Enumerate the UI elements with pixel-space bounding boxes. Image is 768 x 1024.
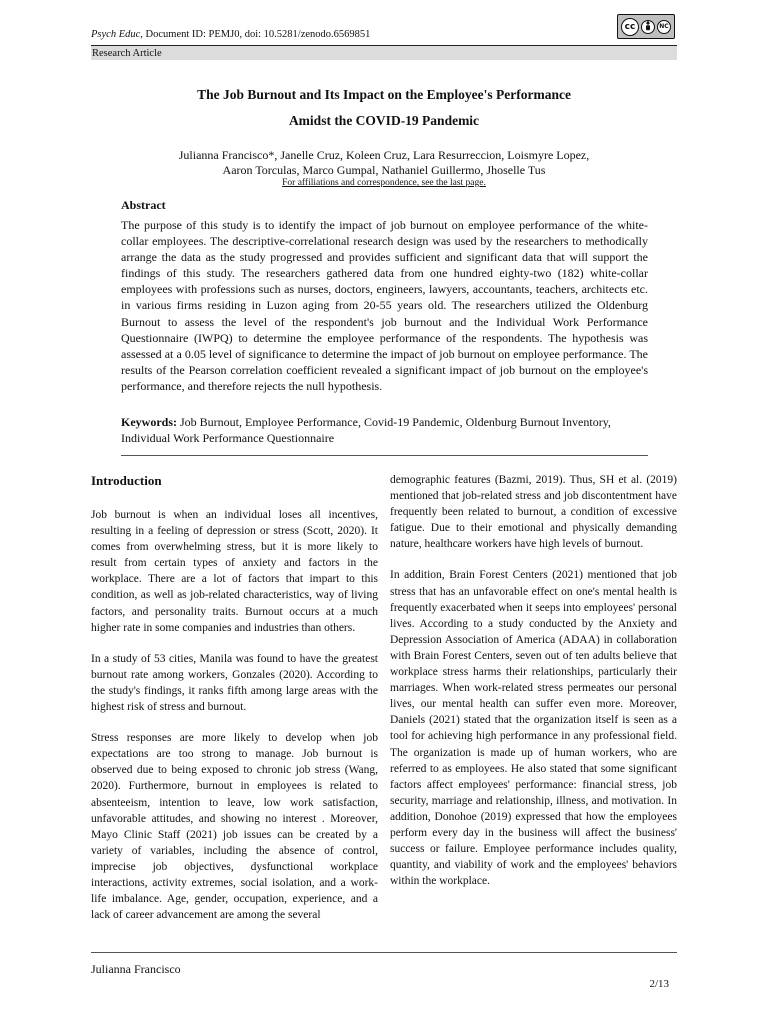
abstract-body: The purpose of this study is to identify the impact of job burnout on employee performance of the white-collar employees. The descriptive-correlational research design was used by the researchers to methodically arrange the data as the study progressed and provides sufficient and significant data that will support the findings of this study. The researchers gathered data from one hundred eighty-two (182) white-collar employees with professions such as nurses, doctors, engineers, lawyers, accountants, teachers, architects etc. in various firms residing in Luzon aging from 20-55 years old. The researchers utilized the Oldenburg Burnout to assess the level of the respondent's job burnout and the Individual Work Performance Questionnaire (IWPQ) to determine the employee performance of the respondents. The hypothesis was assessed at a 0.05 level of significance to determine the impact of job burnout on employee performance. The results of the Pearson correlation coefficient revealed a significant impact of job burnout on the employee's performance, and therefore rejects the null hypothesis. [121, 218, 648, 393]
keywords-label: Keywords: [121, 415, 177, 429]
authors-line-1: Julianna Francisco*, Janelle Cruz, Koleen Cruz, Lara Resurreccion, Loismyre Lopez, [178, 148, 590, 162]
article-type-bar: Research Article [91, 45, 677, 60]
column-right [390, 472, 677, 904]
footer-author: Julianna Francisco [91, 962, 181, 976]
journal-name: Psych Educ [91, 29, 141, 40]
page-number: 2/13 [649, 978, 669, 990]
title-line-1: The Job Burnout and Its Impact on the Employee's Performance [197, 87, 571, 102]
paragraph: demographic features (Bazmi, 2019). Thus, SH et al. (2019) mentioned that job-related stress and job discontentment have frequently been related to burnout, a condition of excessive fatigue. Due to their emotional and physically demanding nature, healthcare workers have high levels of burnout. [390, 474, 677, 551]
license-badge[interactable] [617, 14, 675, 39]
introduction-heading: Introduction [91, 473, 162, 488]
keywords-text: Job Burnout, Employee Performance, Covid-19 Pandemic, Oldenburg Burnout Inventory, Individual Work Performance Questionnaire [121, 415, 611, 445]
column-left [91, 470, 378, 938]
keywords [121, 414, 648, 446]
cc-icon: cc [621, 18, 639, 36]
abstract-divider [121, 455, 648, 456]
by-icon [641, 20, 655, 34]
running-header [91, 29, 370, 40]
affiliations-link[interactable]: For affiliations and correspondence, see the last page. [282, 178, 486, 188]
nc-icon: NC [657, 20, 671, 34]
paragraph: In addition, Brain Forest Centers (2021) mentioned that job stress that has an unfavorable effect on one's mental health is frequently exacerbated when it seeps into employees' personal lives. According to a study conducted by the Anxiety and Depression Association of America (ADAA) in collaboration with Brain Forest Centers, seven out of ten adults believe that workplace stress harms their relationships, particularly their marriages. When work-related stress permeates our personal lives, our mental health can suffer even more. Moreover, Daniels (2021) stated that the organization itself is seen as a tool for achieving high performance in any professional field. The organization is made up of human workers, who are referred to as employees. He also stated that some significant factors affect employees' performance: financial stress, job security, marriage and relationship, illness, and motivation. In addition, Donohoe (2019) expressed that how the employees perform every day in the business will affect the business' success or failure. Employee performance includes quality, quantity, and viability of work and the employees' behaviors within the workplace. [390, 569, 677, 888]
document-info: , Document ID: PEMJ0, doi: 10.5281/zenodo.6569851 [140, 29, 371, 40]
authors-line-2: Aaron Torculas, Marco Gumpal, Nathaniel Guillermo, Jhoselle Tus [222, 163, 546, 177]
paragraph: Job burnout is when an individual loses all incentives, resulting in a feeling of depression or stress (Scott, 2020). It comes from overwhelming stress, but it is more likely to result from certain types of anxiety and factors in the workplace. There are a lot of factors that impart to this condition, as well as job-related characteristics, way of living factors, and personality traits. Burnout occurs at a much higher rate in some companies and industries than others. [91, 509, 378, 634]
paragraph: Stress responses are more likely to develop when job expectations are too strong to manage. Job burnout is observed due to being exposed to chronic job stress (Wang, 2020). Furthermore, burnout in employees is related to absenteeism, intention to leave, low work satisfaction, unfavorable attitudes, and showing no interest . Moreover, Mayo Clinic Staff (2021) job issues can be created by a variety of variables, including the absence of control, imprecise job objectives, dysfunctional workplace interactions, activity extremes, social isolation, and a work-life imbalance. Age, gender, occupation, experience, and a lack of career advancement are among the several [91, 732, 378, 922]
footer-divider [91, 952, 677, 953]
abstract-heading: Abstract [121, 198, 166, 212]
paragraph: In a study of 53 cities, Manila was found to have the greatest burnout rate among workers, Gonzales (2020). According to the study's findings, it ranks fifth among large areas with the highest risk of stress and burnout. [91, 652, 378, 714]
title-line-2: Amidst the COVID-19 Pandemic [288, 113, 480, 128]
